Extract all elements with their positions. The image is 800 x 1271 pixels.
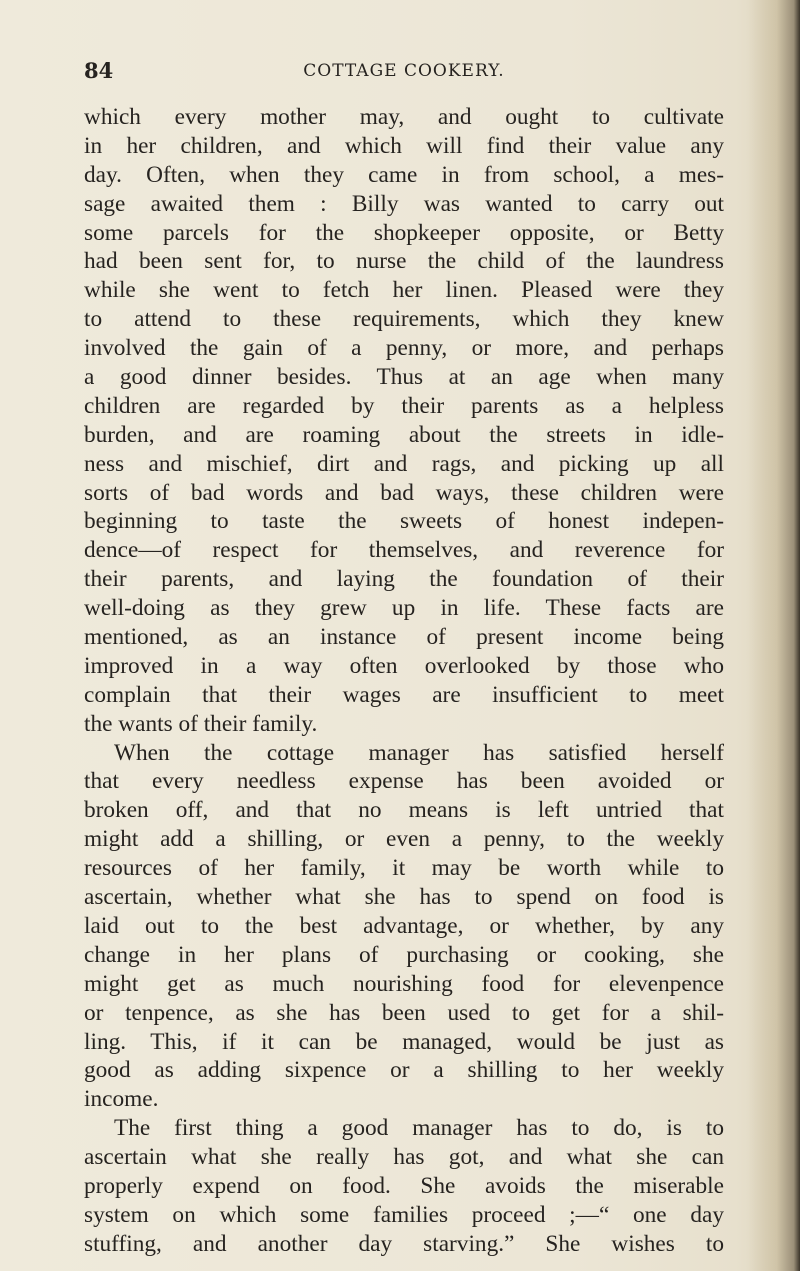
text-line: involved the gain of a penny, or more, and perhaps: [84, 335, 724, 362]
page-number: 84: [84, 58, 114, 83]
text-line: sorts of bad words and bad ways, these children were: [84, 479, 724, 506]
text-line: some parcels for the shopkeeper opposite, or Betty: [84, 219, 724, 246]
text-line: ling. This, if it can be managed, would be just as: [84, 1028, 724, 1055]
text-line: improved in a way often overlooked by those who: [84, 652, 724, 679]
text-line: ascertain what she really has got, and what she can: [84, 1144, 724, 1171]
text-line: a good dinner besides. Thus at an age when many: [84, 364, 724, 391]
text-line: good as adding sixpence or a shilling to her weekly: [84, 1057, 724, 1084]
text-line: change in her plans of purchasing or cooking, she: [84, 941, 724, 968]
page-header: [84, 56, 724, 86]
text-line: dence—of respect for themselves, and reverence for: [84, 537, 724, 564]
text-line: while she went to fetch her linen. Pleased were they: [84, 277, 724, 304]
text-line: stuffing, and another day starving.” She wishes to: [84, 1230, 724, 1257]
text-line: mentioned, as an instance of present income being: [84, 624, 724, 651]
text-line: the wants of their family.: [84, 710, 318, 737]
text-line: which every mother may, and ought to cultivate: [84, 104, 724, 130]
text-line: sage awaited them : Billy was wanted to carry out: [84, 190, 724, 217]
text-line: had been sent for, to nurse the child of the laundress: [84, 248, 724, 275]
text-line: burden, and are roaming about the streets in idle-: [84, 421, 724, 448]
body-text: [84, 103, 724, 1259]
text-line: to attend to these requirements, which they knew: [84, 306, 724, 333]
text-line: in her children, and which will find their value any: [84, 132, 724, 159]
text-line: ness and mischief, dirt and rags, and picking up all: [84, 450, 724, 477]
text-line: complain that their wages are insufficient to meet: [84, 681, 724, 708]
text-line: broken off, and that no means is left untried that: [84, 797, 724, 824]
text-line: properly expend on food. She avoids the miserable: [84, 1172, 724, 1199]
text-line: laid out to the best advantage, or whether, by any: [84, 912, 724, 939]
text-line: might get as much nourishing food for elevenpence: [84, 970, 724, 997]
text-line: beginning to taste the sweets of honest indepen-: [84, 508, 724, 535]
text-line: resources of her family, it may be worth while to: [84, 855, 724, 882]
text-line: their parents, and laying the foundation of their: [84, 566, 724, 593]
text-line: might add a shilling, or even a penny, to the weekly: [84, 826, 724, 853]
text-line: income.: [84, 1086, 159, 1113]
text-line: children are regarded by their parents as a helpless: [84, 392, 724, 419]
text-line: ascertain, whether what she has to spend on food is: [84, 884, 724, 911]
text-line: or tenpence, as she has been used to get for a shil-: [84, 999, 724, 1026]
text-line: The first thing a good manager has to do, is to: [114, 1115, 724, 1142]
text-line: system on which some families proceed ;—“ one day: [84, 1201, 724, 1228]
text-line: well-doing as they grew up in life. These facts are: [84, 595, 724, 622]
text-line: day. Often, when they came in from school, a mes-: [84, 161, 724, 188]
running-head: COTTAGE COOKERY.: [303, 61, 505, 81]
text-line: When the cottage manager has satisfied herself: [114, 739, 724, 766]
text-line: that every needless expense has been avoided or: [84, 768, 724, 795]
page-binding-edge: [748, 0, 800, 1271]
